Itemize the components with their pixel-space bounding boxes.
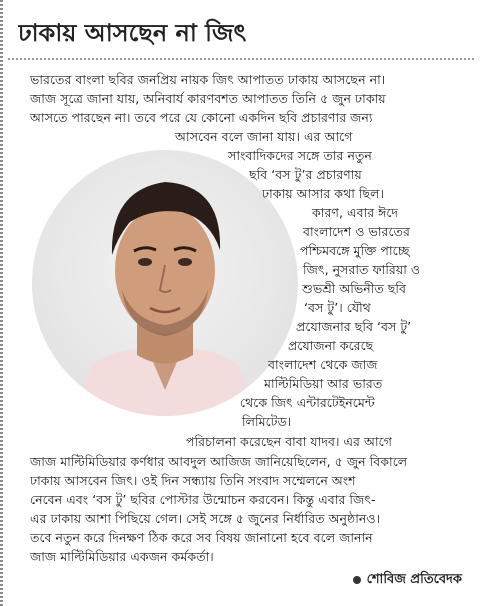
left-dotted-rule <box>0 0 3 606</box>
body-line: আসবেন বলে জানা যায়। এর আগে <box>175 129 353 144</box>
portrait-photo <box>32 150 298 416</box>
body-line: ‘বস টু’। যৌথ <box>304 300 371 315</box>
body-line: জিৎ, নুসরাত ফারিয়া ও <box>303 262 421 277</box>
body-line: সাংবাদিকদের সঙ্গে তার নতুন <box>228 148 372 163</box>
body-line: মাল্টিমিডিয়া আর ভারত <box>264 376 383 391</box>
body-line: জাজ মাল্টিমিডিয়ার একজন কর্মকর্তা। <box>30 549 214 564</box>
body-line: এর ঢাকায় আশা পিছিয়ে গেল। সেই সঙ্গে ৫ জুনের নির্ধারিত অনুষ্ঠানও। <box>30 511 381 526</box>
body-line: জাজ মাল্টিমিডিয়ার কর্ণধার আবদুল আজিজ জানিয়েছিলেন, ৫ জুন বিকালে <box>30 454 408 469</box>
body-line: নেবেন এবং ‘বস টু’ ছবির পোস্টার উন্মোচন করবেন। কিন্তু এবার জিৎ- <box>30 492 376 507</box>
body-line: ঢাকায় আসবেন জিৎ। ওই দিন সন্ধ্যায় তিনি সংবাদ সম্মেলনে অংশ <box>30 473 356 488</box>
byline <box>353 570 462 591</box>
body-line: আসতে পারছেন না। তবে পরে যে কোনো একদিন ছবি প্রচারণার জন্য <box>30 110 373 125</box>
byline-text: শোবিজ প্রতিবেদক <box>366 572 462 587</box>
bullet-icon <box>353 576 361 584</box>
body-line: প্রযোজনা করেছে <box>288 338 374 353</box>
body-line: তবে নতুন করে দিনক্ষণ ঠিক করে সব বিষয় জানানো হবে বলে জানান <box>30 530 373 545</box>
body-line: লিমিটেড। <box>242 414 292 429</box>
body-line: থেকে জিৎ এন্টারটেইনমেন্ট <box>240 395 375 410</box>
body-line: ভারতের বাংলা ছবির জনপ্রিয় নায়ক জিৎ আপাতত ঢাকায় আসছেন না। <box>30 72 386 87</box>
body-line: ছবি ‘বস টু’র প্রচারণায় <box>249 167 362 182</box>
body-line: শুভশ্রী অভিনীত ছবি <box>302 281 407 296</box>
body-line: বাংলাদেশ ও ভারতের <box>303 224 410 239</box>
body-line: ঢাকায় আসার কথা ছিল। <box>262 186 384 201</box>
headline: ঢাকায় আসছেন না জিৎ <box>18 19 247 47</box>
body-line: জাজ সূত্রে জানা যায়, অনিবার্য কারণবশত আপাতত তিনি ৫ জুন ঢাকায় <box>30 91 386 106</box>
body-line: প্রযোজনার ছবি ‘বস টু’ <box>296 319 412 334</box>
body-line: বাংলাদেশ থেকে জাজ <box>268 357 378 372</box>
body-line: পরিচালনা করেছেন বাবা যাদব। এর আগে <box>186 434 392 449</box>
body-line: পশ্চিমবঙ্গে মুক্তি পাচ্ছে <box>300 243 410 258</box>
headline-divider <box>8 58 474 60</box>
body-line: কারণ, এবার ঈদে <box>312 205 399 220</box>
